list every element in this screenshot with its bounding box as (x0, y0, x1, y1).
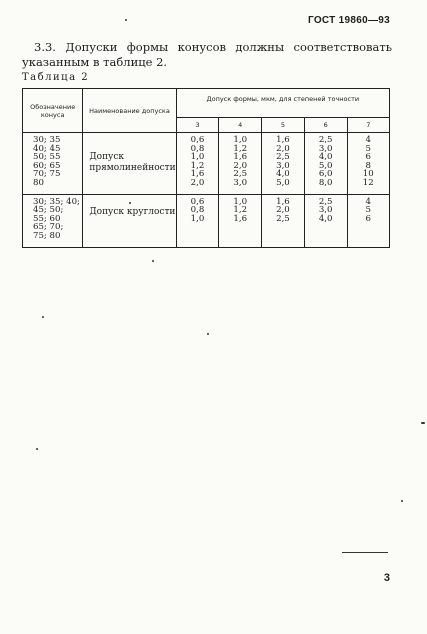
cell-value: 8,0 (318, 177, 333, 188)
cell-value: 1,0 (190, 213, 205, 224)
value-column (347, 194, 389, 247)
cell-value: 6,0 (318, 169, 333, 180)
cone-designation: 65; 70; (33, 222, 64, 233)
cell-value: 1,0 (233, 196, 248, 207)
paragraph-3-3: 3.3. Допуски формы конусов должны соответствовать указанным в таблице 2. (22, 40, 392, 69)
cone-designation: 55; 60 (33, 213, 61, 224)
cell-value: 3,0 (318, 143, 333, 154)
cell-value: 0,8 (190, 143, 205, 154)
cell-value: 1,6 (233, 152, 248, 163)
cell-value: 12 (362, 177, 374, 188)
cell-value: 5 (365, 143, 371, 154)
degree-header: 4 (219, 118, 262, 133)
value-column (262, 133, 305, 195)
scan-speck (125, 19, 127, 21)
cell-value: 1,0 (190, 152, 205, 163)
scan-speck (36, 448, 38, 450)
col-header-group: Допуск формы, мкм, для степеней точности (176, 89, 389, 118)
cell-value: 0,6 (190, 196, 205, 207)
cell-value: 4 (365, 135, 371, 145)
cell-value: 5,0 (276, 177, 290, 188)
tolerance-name: Допуск круглости (83, 194, 176, 247)
col-header-cone: Обозначение конуса (23, 89, 83, 133)
cone-designation: 45; 50; (33, 205, 64, 216)
scan-speck (152, 260, 154, 262)
cell-value: 1,6 (190, 169, 205, 180)
cell-value: 6 (365, 213, 371, 224)
cell-value: 1,6 (233, 213, 248, 224)
cell-value: 10 (362, 169, 374, 180)
cone-designation: 30; 35; 40; (33, 196, 80, 207)
cell-value: 4,0 (276, 169, 290, 180)
degree-header: 5 (262, 118, 305, 133)
cell-value: 8 (365, 160, 371, 171)
value-column (262, 194, 305, 247)
scan-speck (42, 316, 44, 318)
cell-value: 1,2 (233, 205, 248, 216)
table-row (23, 194, 390, 247)
cone-designation: 70; 75 (33, 169, 61, 180)
cell-value: 3,0 (276, 160, 290, 171)
cone-list (23, 194, 83, 247)
cone-designation: 75; 80 (33, 230, 61, 241)
degree-header: 3 (176, 118, 219, 133)
value-column (304, 194, 347, 247)
cell-value: 4,0 (318, 213, 333, 224)
cell-value: 1,2 (190, 160, 205, 171)
cell-value: 2,5 (318, 135, 333, 145)
cell-value: 1,0 (233, 135, 248, 145)
cell-value: 0,6 (190, 135, 205, 145)
cell-value: 2,5 (276, 213, 290, 224)
page-number: 3 (383, 572, 390, 584)
cell-value: 2,0 (276, 205, 290, 216)
cell-value: 2,5 (233, 169, 248, 180)
document-header: ГОСТ 19860—93 (307, 15, 390, 26)
cell-value: 6 (365, 152, 371, 163)
cell-value: 1,6 (276, 196, 290, 207)
value-column (176, 194, 219, 247)
cell-value: 3,0 (318, 205, 333, 216)
cell-value: 1,6 (276, 135, 290, 145)
cell-value: 5,0 (318, 160, 333, 171)
cone-designation: 50; 55 (33, 152, 61, 163)
value-column (304, 133, 347, 195)
cone-designation: 60; 65 (33, 160, 61, 171)
table-caption: Таблица 2 (22, 72, 90, 83)
cone-designation: 40; 45 (33, 143, 61, 154)
cell-value: 1,2 (233, 143, 248, 154)
scan-speck (129, 202, 131, 204)
cell-value: 4 (365, 196, 371, 207)
cell-value: 0,8 (190, 205, 205, 216)
value-column (347, 133, 389, 195)
degree-header: 6 (304, 118, 347, 133)
col-header-tolerance-name: Наименование допуска (83, 89, 176, 133)
scan-speck (207, 333, 209, 335)
cell-value: 2,0 (276, 143, 290, 154)
degree-header: 7 (347, 118, 389, 133)
value-column (219, 133, 262, 195)
cell-value: 2,0 (233, 160, 248, 171)
cone-designation: 80 (33, 177, 44, 188)
scan-speck (421, 422, 425, 424)
cell-value: 2,5 (276, 152, 290, 163)
scan-speck (401, 500, 403, 502)
value-column (219, 194, 262, 247)
cell-value: 3,0 (233, 177, 248, 188)
tolerance-table (22, 88, 390, 248)
cell-value: 4,0 (318, 152, 333, 163)
cone-designation: 30; 35 (33, 135, 61, 145)
scan-speck (342, 552, 388, 553)
cell-value: 2,0 (190, 177, 205, 188)
table-row (23, 133, 390, 195)
value-column (176, 133, 219, 195)
cell-value: 2,5 (318, 196, 333, 207)
tolerance-name: Допуск прямолинейности (83, 133, 176, 195)
cell-value: 5 (365, 205, 371, 216)
cone-list (23, 133, 83, 195)
